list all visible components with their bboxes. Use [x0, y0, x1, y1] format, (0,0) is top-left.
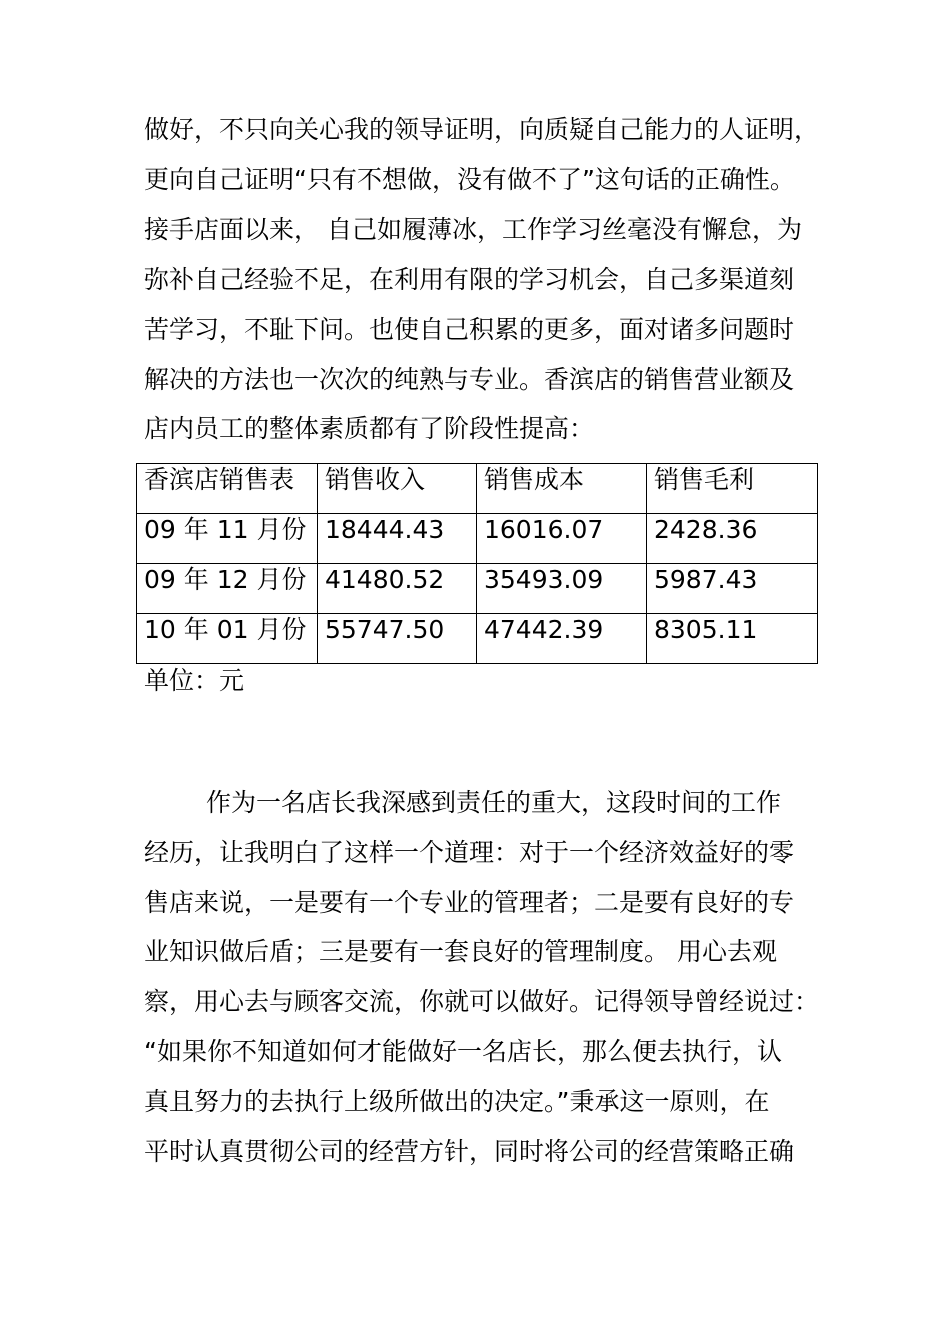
paragraph-2-line-1: 作为一名店长我深感到责任的重大，这段时间的工作	[206, 788, 782, 817]
table-header-cell: 销售毛利	[647, 464, 818, 514]
table-cell: 18444.43	[318, 514, 477, 564]
table-cell: 8305.11	[647, 614, 818, 664]
table-cell: 41480.52	[318, 564, 477, 614]
table-cell: 09 年 11 月份	[137, 514, 318, 564]
paragraph-2-line-3: 售店来说，一是要有一个专业的管理者；二是要有良好的专	[144, 888, 795, 917]
table-cell: 2428.36	[647, 514, 818, 564]
table-cell: 09 年 12 月份	[137, 564, 318, 614]
paragraph-1-line-4: 弥补自己经验不足，在利用有限的学习机会，自己多渠道刻	[144, 265, 795, 294]
table-cell: 16016.07	[477, 514, 647, 564]
paragraph-2-line-7: 真且努力的去执行上级所做出的决定。”秉承这一原则，在	[144, 1087, 770, 1116]
sales-table	[136, 463, 818, 664]
table-row	[137, 614, 818, 664]
paragraph-2-line-2: 经历，让我明白了这样一个道理：对于一个经济效益好的零	[144, 838, 795, 867]
paragraph-1-line-6: 解决的方法也一次次的纯熟与专业。香滨店的销售营业额及	[144, 365, 795, 394]
unit-note: 单位：元	[144, 666, 245, 695]
paragraph-1-line-7: 店内员工的整体素质都有了阶段性提高：	[144, 414, 595, 443]
table-cell: 10 年 01 月份	[137, 614, 318, 664]
paragraph-1-line-2: 更向自己证明“只有不想做，没有做不了”这句话的正确性。	[144, 165, 795, 194]
paragraph-2-line-5: 察，用心去与顾客交流，你就可以做好。记得领导曾经说过：	[144, 987, 820, 1016]
paragraph-1-line-1: 做好，不只向关心我的领导证明，向质疑自己能力的人证明，	[144, 115, 820, 144]
paragraph-1-line-3: 接手店面以来， 自己如履薄冰，工作学习丝毫没有懈怠，为	[144, 215, 802, 244]
table-header-cell: 香滨店销售表	[137, 464, 318, 514]
paragraph-1-line-5: 苦学习，不耻下问。也使自己积累的更多，面对诸多问题时	[144, 315, 795, 344]
paragraph-2-line-4: 业知识做后盾；三是要有一套良好的管理制度。 用心去观	[144, 937, 777, 966]
table-row	[137, 514, 818, 564]
table-row	[137, 564, 818, 614]
paragraph-2-line-8: 平时认真贯彻公司的经营方针，同时将公司的经营策略正确	[144, 1137, 795, 1166]
paragraph-2-line-6: “如果你不知道如何才能做好一名店长，那么便去执行，认	[144, 1037, 782, 1066]
table-header-cell: 销售收入	[318, 464, 477, 514]
table-cell: 47442.39	[477, 614, 647, 664]
table-header-cell: 销售成本	[477, 464, 647, 514]
table-cell: 55747.50	[318, 614, 477, 664]
table-header-row	[137, 464, 818, 514]
table-cell: 5987.43	[647, 564, 818, 614]
table-cell: 35493.09	[477, 564, 647, 614]
